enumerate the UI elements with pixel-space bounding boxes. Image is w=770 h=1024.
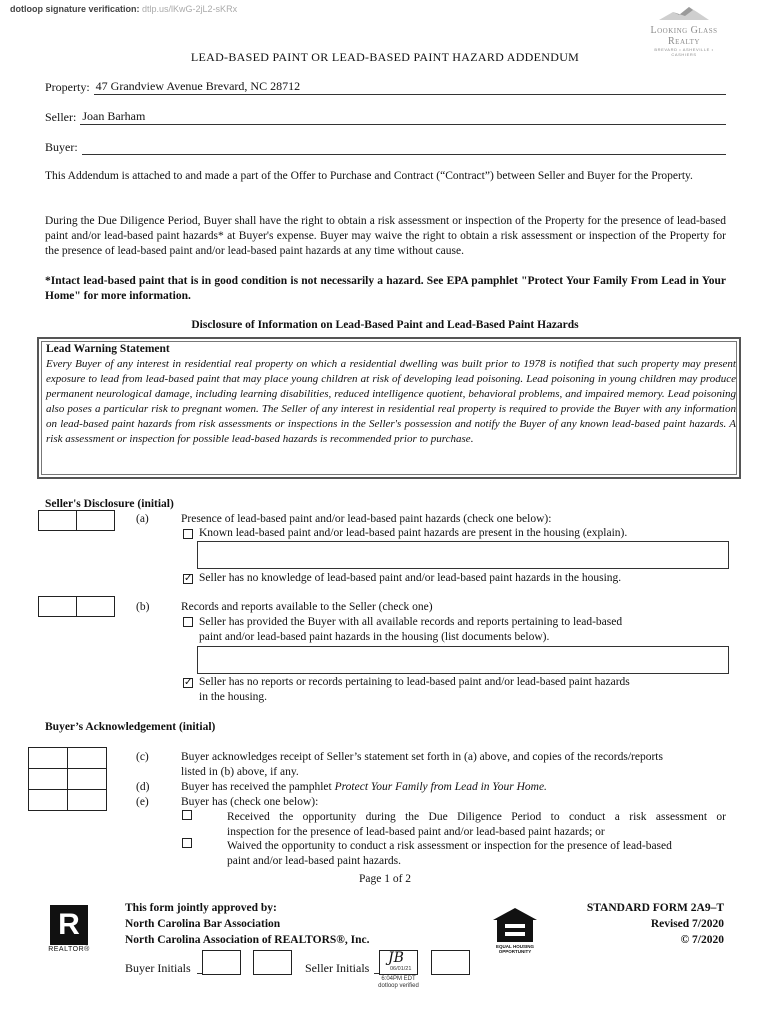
approving-org-1: North Carolina Bar Association <box>125 918 281 930</box>
page-title: LEAD-BASED PAINT OR LEAD-BASED PAINT HAZARD ADDENDUM <box>190 50 580 64</box>
option-no-records-line2: in the housing. <box>199 691 268 703</box>
buyer-label: Buyer: <box>45 140 78 154</box>
form-name: STANDARD FORM 2A9–T <box>586 902 724 914</box>
buyer-initial-e-1[interactable] <box>28 789 68 811</box>
buyer-field[interactable] <box>82 139 726 155</box>
checkbox-no-knowledge[interactable]: ✓ <box>184 573 193 584</box>
approving-org-2: North Carolina Association of REALTORS®, Inc. <box>125 934 370 946</box>
item-c-line1: Buyer acknowledges receipt of Seller’s statement set forth in (a) above, and copies of the records/reports <box>181 751 663 763</box>
property-field[interactable]: 47 Grandview Avenue Brevard, NC 28712 <box>94 79 726 95</box>
verification-url[interactable]: dtlp.us/lKwG-2jL2-sKRx <box>142 4 238 14</box>
verification-label: dotloop signature verification: <box>10 4 140 14</box>
item-b-letter: (b) <box>136 601 150 613</box>
option-received-line1: Received the opportunity during the Due Diligence Period to conduct a risk assessment or <box>227 811 726 823</box>
due-diligence-paragraph: During the Due Diligence Period, Buyer shall have the right to obtain a risk assessment or inspection of the Property for the presence of lead-based paint and/or lead-based paint hazards* at Buyer's expense. Buyer may waive the right to obtain a risk assessment or inspection of the Property for the presence of lead-based paint and/or lead-based paint hazards at any time without cause. <box>45 215 726 257</box>
seller-row <box>45 109 726 125</box>
seller-initial-a-2[interactable] <box>76 510 115 531</box>
option-waived-line2: paint and/or lead-based paint hazards. <box>227 855 402 867</box>
seller-initials-box-1[interactable] <box>379 950 418 975</box>
option-no-records-line1: Seller has no reports or records pertaining to lead-based paint and/or lead-based paint hazards <box>199 676 630 688</box>
checkbox-no-records[interactable]: ✓ <box>184 677 193 688</box>
sign-verified: dotloop verified <box>378 983 419 989</box>
realtor-logo: R <box>50 905 88 945</box>
sign-date: 06/01/21 <box>390 966 412 972</box>
checkbox-received-opportunity[interactable] <box>182 810 192 820</box>
equal-housing-label: EQUAL HOUSING OPPORTUNITY <box>496 944 534 954</box>
option-provided-records-line1: Seller has provided the Buyer with all available records and reports pertaining to lead-based <box>199 616 623 628</box>
lead-warning-text: Every Buyer of any interest in residential real property on which a residential dwelling was built prior to 1978 is notified that such property may present exposure to lead from lead-based paint that may place young children at risk of developing lead poisoning. Lead poisoning in young children may produce permanent neurological damage, including learning disabilities, reduced intelligence quotient, behavioral problems, and impaired memory. Lead poisoning also poses a particular risk to pregnant women. The Seller of any interest in residential real property is required to provide the Buyer with any information on lead-based paint hazards from risk assessments or inspections in the Seller's possession and notify the Buyer of any known lead-based paint hazards. A risk assessment or inspection for possible lead-based hazards is recommended prior to purchase. <box>46 358 736 445</box>
mountain-icon <box>659 6 709 20</box>
item-b-text: Records and reports available to the Seller (check one) <box>181 601 433 613</box>
realtor-label: REALTOR® <box>48 946 90 953</box>
buyer-initial-e-2[interactable] <box>67 789 107 811</box>
buyer-initials-label: Buyer Initials <box>125 961 191 975</box>
seller-initial-b-1[interactable] <box>38 596 77 617</box>
lead-warning-title: Lead Warning Statement <box>46 343 170 355</box>
item-e-text: Buyer has (check one below): <box>181 796 319 808</box>
equal-housing-icon <box>491 906 539 944</box>
documents-list-field[interactable] <box>197 646 729 674</box>
dotloop-verification <box>10 4 237 14</box>
seller-field[interactable]: Joan Barham <box>80 109 726 125</box>
checkbox-waived-opportunity[interactable] <box>182 838 192 848</box>
seller-initials-box-2[interactable] <box>431 950 470 975</box>
item-a-letter: (a) <box>136 513 149 525</box>
option-known-lead: Known lead-based paint and/or lead-based paint hazards are present in the housing (explain). <box>199 527 628 539</box>
epa-note: *Intact lead-based paint that is in good condition is not necessarily a hazard. See EPA pamphlet "Protect Your Family From Lead in Your Home" for more information. <box>45 275 726 302</box>
brand-name: Looking Glass Realty <box>650 25 718 47</box>
sign-time: 6:04PM EDT <box>381 976 416 982</box>
buyer-initials-box-2[interactable] <box>253 950 292 975</box>
page-number: Page 1 of 2 <box>358 873 412 885</box>
seller-initial-b-2[interactable] <box>76 596 115 617</box>
item-c-line2: listed in (b) above, if any. <box>181 766 299 778</box>
property-label: Property: <box>45 80 90 94</box>
checkbox-known-lead[interactable] <box>183 529 193 539</box>
form-revised: Revised 7/2020 <box>650 918 724 930</box>
buyer-row <box>45 139 726 155</box>
seller-initial-a-1[interactable] <box>38 510 77 531</box>
explain-field[interactable] <box>197 541 729 569</box>
buyer-initials-box-1[interactable] <box>202 950 241 975</box>
form-copyright: © 7/2020 <box>680 934 724 946</box>
addendum-paragraph: This Addendum is attached to and made a part of the Offer to Purchase and Contract (“Contract”) between Seller and Buyer for the Property. <box>45 170 693 182</box>
seller-label: Seller: <box>45 110 77 124</box>
approved-by: This form jointly approved by: <box>125 902 277 914</box>
brand-tagline: BREVARD • ASHEVILLE • CASHIERS <box>654 47 714 57</box>
option-no-knowledge: Seller has no knowledge of lead-based paint and/or lead-based paint hazards in the housing. <box>199 572 622 584</box>
buyer-ack-heading: Buyer’s Acknowledgement (initial) <box>45 721 216 733</box>
item-c-letter: (c) <box>136 751 149 763</box>
checkbox-provided-records[interactable] <box>183 617 193 627</box>
seller-initials-label: Seller Initials <box>305 961 370 975</box>
item-d-prefix: Buyer has received the pamphlet <box>181 781 335 793</box>
item-d-text <box>181 780 547 795</box>
buyer-initial-c-1[interactable] <box>28 747 68 769</box>
property-row <box>45 79 726 95</box>
seller-disclosure-heading: Seller's Disclosure (initial) <box>45 498 174 510</box>
item-a-text: Presence of lead-based paint and/or lead-based paint hazards (check one below): <box>181 513 552 525</box>
buyer-initial-d-2[interactable] <box>67 768 107 790</box>
buyer-initial-c-2[interactable] <box>67 747 107 769</box>
item-d-letter: (d) <box>136 781 150 793</box>
buyer-initial-d-1[interactable] <box>28 768 68 790</box>
option-received-line2: inspection for the presence of lead-based paint and/or lead-based paint hazards; or <box>227 826 605 838</box>
item-e-letter: (e) <box>136 796 149 808</box>
seller-initial-signature: JB <box>388 950 404 966</box>
option-waived-line1: Waived the opportunity to conduct a risk assessment or inspection for the presence of lead-based <box>227 840 672 852</box>
option-provided-records-line2: paint and/or lead-based paint hazards in the housing (list documents below). <box>199 631 550 643</box>
pamphlet-title: Protect Your Family from Lead in Your Home. <box>334 781 547 793</box>
disclosure-heading: Disclosure of Information on Lead-Based Paint and Lead-Based Paint Hazards <box>191 319 579 331</box>
